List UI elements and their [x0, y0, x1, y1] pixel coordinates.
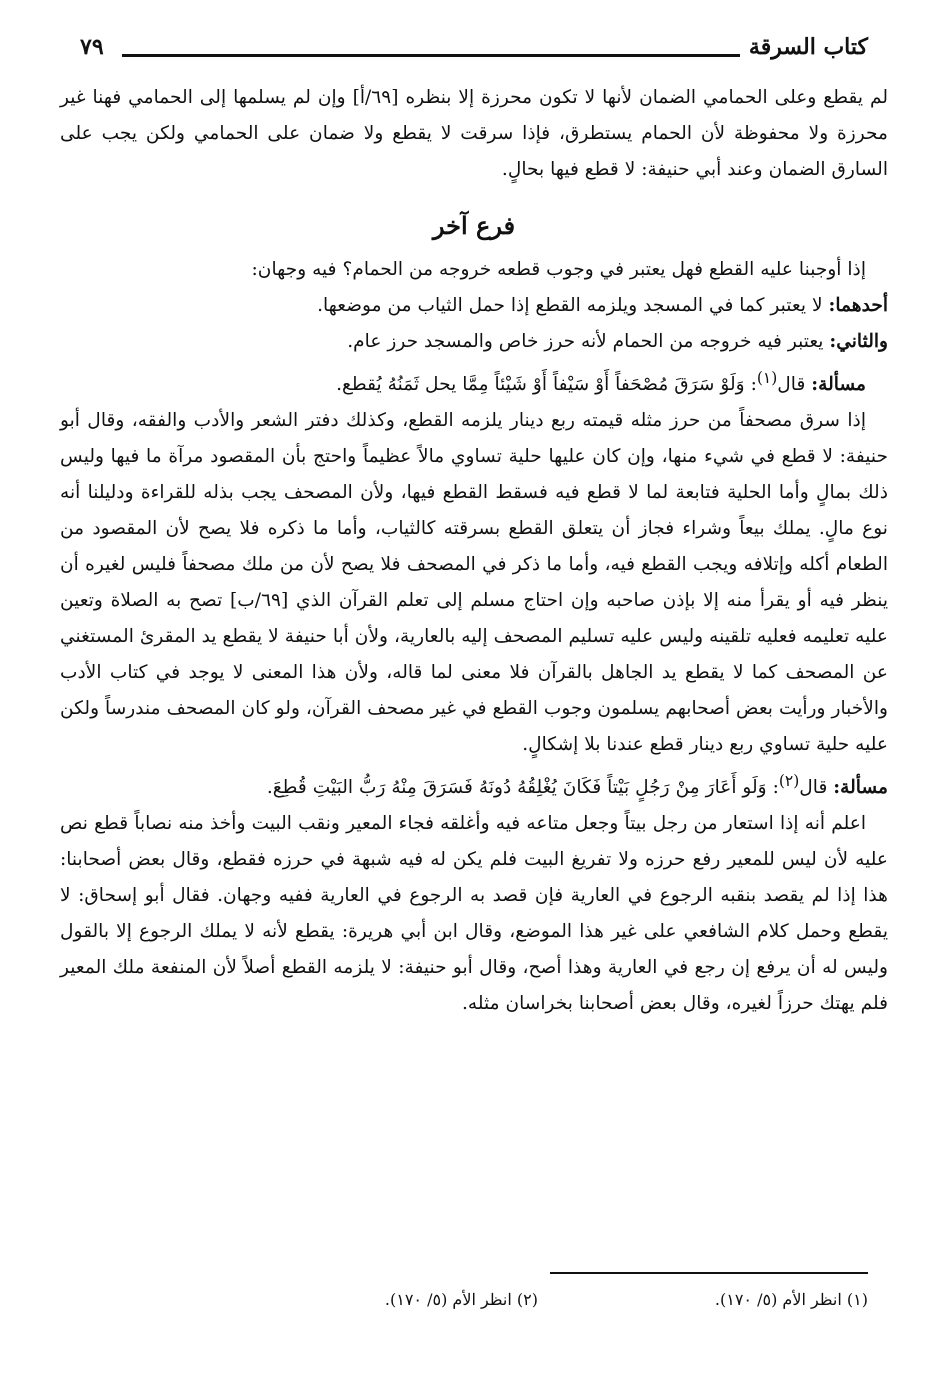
footnote-1: (١) انظر الأم (٥/ ١٧٠).: [714, 1290, 868, 1309]
paragraph-4: [60, 324, 888, 360]
second-opinion-text: يعتبر فيه خروجه من الحمام لأنه حرز خاص والمسجد حرز عام.: [347, 331, 830, 352]
first-opinion-text: لا يعتبر كما في المسجد ويلزمه القطع إذا حمل الثياب من موضعها.: [317, 295, 829, 316]
footnote-rule: [550, 1272, 868, 1274]
footnote-ref-1[interactable]: (١): [756, 369, 778, 387]
second-opinion-label: والثاني:: [829, 331, 888, 352]
paragraph-2: إذا أوجبنا عليه القطع فهل يعتبر في وجوب قطعه خروجه من الحمام؟ فيه وجهان:: [251, 259, 866, 280]
footnotes: [200, 1290, 868, 1318]
question-1-label: مسألة:: [811, 374, 866, 396]
paragraph-3: [60, 288, 888, 324]
question-2-text: : وَلَو أَعَارَ مِنْ رَجُلٍ بَيْتاً فَكَانَ يُغْلِقُهُ دُونَهُ فَسَرَقَ مِنْهُ رَبُّ البَيْتِ قُطِعَ.: [266, 777, 779, 799]
question-1-text: : وَلَوْ سَرَقَ مُصْحَفاً أَوْ سَيْفاً أَوْ شَيْئاً مِمَّا يحل ثَمَنُهُ يُقطع.: [336, 374, 757, 396]
section-title: فرع آخر: [432, 211, 516, 240]
footnote-2: (٢) انظر الأم (٥/ ١٧٠).: [384, 1290, 538, 1309]
running-header: [80, 34, 868, 64]
question-1: [60, 360, 888, 403]
paragraph-6: اعلم أنه إذا استعار من رجل بيتاً وجعل متاعه فيه وأغلقه فجاء المعير ونقب البيت وأخذ منه نصاباً قطع نص عليه لأن ليس للمعير رفع حرزه ولا تفريغ البيت فلم يكن له فيه شبهة في حرزه فقطع، وقال بعض أصحابنا: هذا إذا لم يقصد بنقبه الرجوع في العارية فإن قصد به الرجوع في العارية ففيه وجهان. فقال أبو إسحاق: لا يقطع وحمل كلام الشافعي على غير هذا الموضع، وقال ابن أبي هريرة: يقطع لأنه لا يملك الرجوع إلا بالقول وليس له أن يرفع إن رجع في العارية وهذا أصح، وقال أبو حنيفة: لا يلزمه القطع أصلاً لأن المنفعة ملك المعير فلم يهتك حرزاً لغيره، وقال بعض أصحابنا بخراسان مثله.: [60, 813, 888, 1015]
first-opinion-label: أحدهما:: [828, 295, 888, 316]
footnote-ref-2[interactable]: (٢): [778, 772, 800, 791]
question-1-said: قال: [777, 374, 812, 396]
main-text: [60, 80, 888, 1022]
paragraph-5: إذا سرق مصحفاً من حرز مثله قيمته ربع دينار يلزمه القطع، وكذلك دفتر الشعر والأدب والفقه، وقال أبو حنيفة: لا قطع في شيء منها، وإن كان عليها حلية تساوي مالاً عظيماً واحتج بأن المقصود مرآة ما فيها وليس ذلك بمالٍ وأما الحلية فتابعة لما لا قطع فيه فسقط القطع فيها، ولأن المصحف يجب بذله للقراءة ودليلنا أنه نوع مالٍ. يملك بيعاً وشراء فجاز أن يتعلق القطع بسرقته كالثياب، وأما ما ذكره فلا يصح لأن المقصود من الطعام أكله وإتلافه ويجب القطع فيه، وأما ما ذكر في المصحف فلا يصح لأن من ملك مصحفاً فليس لغيره أن ينظر فيه أو يقرأ منه إلا بإذن صاحبه وإن احتاج مسلم إلى تعلم القرآن الذي [٦٩/ب] تصح به الصلاة وتعين عليه تعليمه فعليه تلقينه وليس عليه تسليم المصحف إليه بالعارية، ولأن أبا حنيفة لا يقطع يد المقرئ المستغني عن المصحف كما لا يقطع يد الجاهل بالقرآن فلا معنى لما قاله، ولأن هذا المعنى لا يوجد في كتاب الأدب والأخبار ورأيت بعض أصحابهم يسلمون وجوب القطع في غير مصحف القرآن، ولو كان المصحف مندرساً ولكن عليه حلية تساوي ربع دينار قطع عندنا بلا إشكالٍ.: [60, 410, 888, 756]
paragraph-1: لم يقطع وعلى الحمامي الضمان لأنها لا تكون محرزة إلا بنظره [٦٩/أ] وإن لم يسلمها إلى الحمامي فهنا غير محرزة ولا محفوظة لأن الحمام يستطرق، فإذا سرقت لا يقطع ولا ضمان على الحمامي ولكن يجب على السارق الضمان وعند أبي حنيفة: لا قطع فيها بحالٍ.: [60, 87, 888, 180]
question-2: [60, 763, 888, 806]
book-title: كتاب السرقة: [748, 34, 868, 60]
page-number: ٧٩: [80, 34, 104, 60]
question-2-label: مسألة:: [833, 777, 888, 799]
question-2-said: قال: [799, 777, 834, 799]
header-rule: [122, 54, 740, 57]
